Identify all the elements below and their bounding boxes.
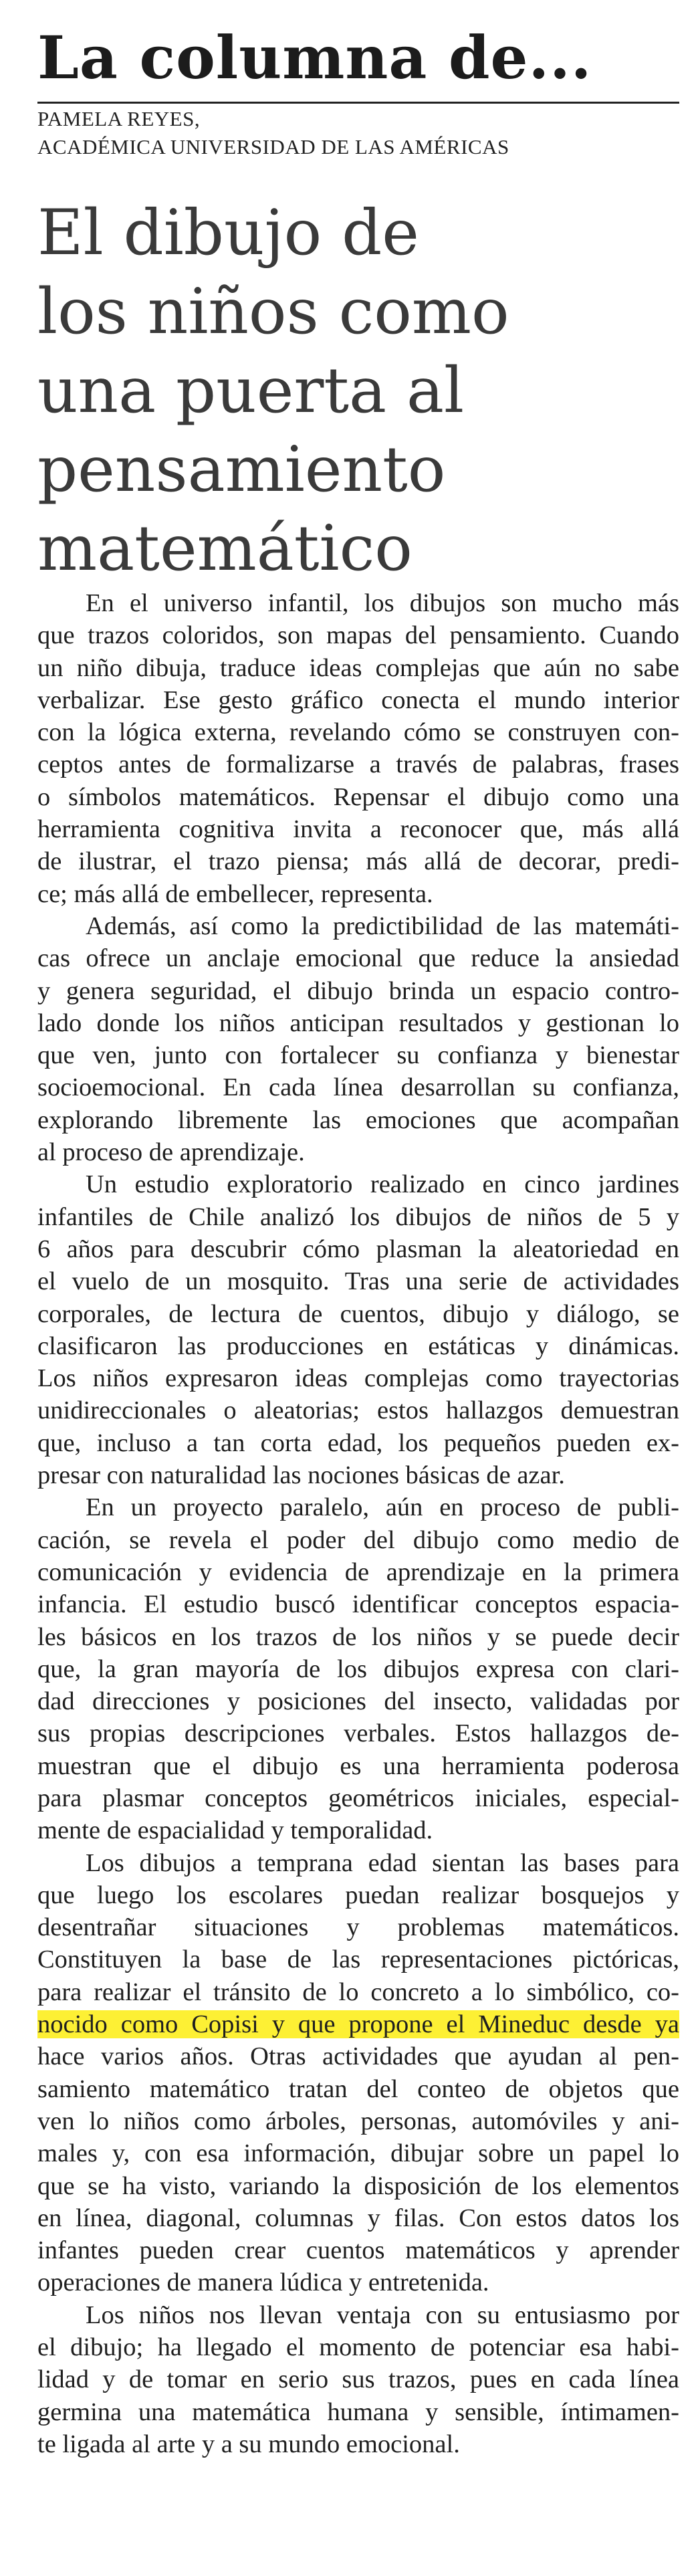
author-affiliation: ACADÉMICA UNIVERSIDAD DE LAS AMÉRICAS [37, 135, 509, 158]
headline-line: los niños como [37, 276, 509, 348]
header-rule [37, 102, 679, 104]
text-line: que, la gran mayoría de los dibujos expresa con clari- [37, 1654, 679, 1683]
text-line: cación, se revela el poder del dibujo como medio de [37, 1525, 679, 1554]
text-line: un niño dibuja, traduce ideas complejas que aún no sabe [37, 653, 679, 682]
text-line: que se ha visto, variando la disposición de los elementos [37, 2171, 679, 2200]
text-line: infantiles de Chile analizó los dibujos de niños de 5 y [37, 1202, 679, 1231]
headline-line: matemático [37, 512, 413, 585]
text-line: 6 años para descubrir cómo plasman la aleatoriedad en [37, 1235, 679, 1263]
headline-line: pensamiento [37, 433, 446, 506]
text-line: Los dibujos a temprana edad sientan las bases para [86, 1848, 679, 1877]
text-line: Un estudio exploratorio realizado en cinco jardines [86, 1170, 679, 1199]
article-headline [37, 194, 679, 588]
text-line: mente de espacialidad y temporalidad. [37, 1816, 433, 1845]
text-line: clasificaron las producciones en estáticas y dinámicas. [37, 1331, 679, 1360]
text-line: lidad y de tomar en serio sus trazos, pues en cada línea [37, 2365, 679, 2394]
text-line: corporales, de lectura de cuentos, dibujo y diálogo, se [37, 1299, 679, 1328]
text-line: el dibujo; ha llegado el momento de potenciar esa habi- [37, 2333, 679, 2362]
text-line: muestran que el dibujo es una herramienta poderosa [37, 1751, 679, 1780]
text-line: infancia. El estudio buscó identificar conceptos espacia- [37, 1590, 679, 1619]
text-line: sus propias descripciones verbales. Estos hallazgos de- [37, 1719, 679, 1748]
paragraph-3 [37, 1168, 679, 1491]
article-body [37, 587, 679, 2460]
text-line: samiento matemático tratan del conteo de objetos que [37, 2074, 679, 2103]
text-line: verbalizar. Ese gesto gráfico conecta el mundo interior [37, 685, 679, 714]
text-line: Constituyen la base de las representaciones pictóricas, [37, 1945, 679, 1974]
text-line: hace varios años. Otras actividades que ayudan al pen- [37, 2042, 679, 2071]
text-line: y genera seguridad, el dibujo brinda un espacio contro- [37, 976, 679, 1005]
text-line: desentrañar situaciones y problemas matemáticos. [37, 1913, 679, 1942]
text-line: ceptos antes de formalizarse a través de palabras, frases [37, 750, 679, 779]
text-line: unidireccionales o aleatorias; estos hallazgos demuestran [37, 1396, 679, 1425]
text-line: socioemocional. En cada línea desarrollan su confianza, [37, 1073, 679, 1102]
text-line: para realizar el tránsito de lo concreto a lo simbólico, co- [37, 1977, 679, 2006]
text-line: germina una matemática humana y sensible, íntimamen- [37, 2397, 679, 2426]
text-line: cas ofrece un anclaje emocional que reduce la ansiedad [37, 944, 679, 973]
text-line: males y, con esa información, dibujar sobre un papel lo [37, 2139, 679, 2168]
text-line: explorando libremente las emociones que acompañan [37, 1105, 679, 1134]
text-line: que luego los escolares puedan realizar bosquejos y [37, 1881, 679, 1909]
highlighted-text: nocido como Copisi y que propone el Mineduc desde ya [37, 2010, 679, 2039]
text-line: Los niños expresaron ideas complejas como trayectorias [37, 1364, 679, 1393]
text-line: que trazos coloridos, son mapas del pensamiento. Cuando [37, 621, 679, 650]
text-line: comunicación y evidencia de aprendizaje en la primera [37, 1558, 679, 1586]
text-line: ven lo niños como árboles, personas, automóviles y ani- [37, 2107, 679, 2135]
text-line: ce; más allá de embellecer, representa. [37, 879, 433, 908]
paragraph-6 [37, 2299, 679, 2460]
text-line: les básicos en los trazos de los niños y se puede decir [37, 1622, 679, 1651]
paragraph-1 [37, 587, 679, 910]
text-line: lado donde los niños anticipan resultados y gestionan lo [37, 1008, 679, 1037]
text-line: Además, así como la predictibilidad de las matemáti- [86, 911, 679, 940]
text-line: que, incluso a tan corta edad, los pequeños pueden ex- [37, 1428, 679, 1457]
text-line: que ven, junto con fortalecer su confianza y bienestar [37, 1041, 679, 1070]
text-line: herramienta cognitiva invita a reconocer que, más allá [37, 815, 679, 844]
text-line: de ilustrar, el trazo piensa; más allá de decorar, predi- [37, 847, 679, 876]
text-line: con la lógica externa, revelando cómo se construyen con- [37, 718, 679, 747]
column-kicker: La columna de... [37, 23, 592, 92]
text-line: dad direcciones y posiciones del insecto, validadas por [37, 1687, 679, 1716]
text-line: operaciones de manera lúdica y entretenida. [37, 2268, 489, 2297]
paragraph-2 [37, 910, 679, 1168]
text-line: En un proyecto paralelo, aún en proceso de publi- [86, 1493, 679, 1522]
text-line: para plasmar conceptos geométricos iniciales, especial- [37, 1784, 679, 1812]
text-line: te ligada al arte y a su mundo emocional. [37, 2430, 460, 2458]
text-line: el vuelo de un mosquito. Tras una serie de actividades [37, 1267, 679, 1296]
text-line: presar con naturalidad las nociones básicas de azar. [37, 1461, 565, 1490]
paragraph-5 [37, 1847, 679, 2299]
text-line: Los niños nos llevan ventaja con su entusiasmo por [86, 2300, 679, 2329]
text-line: En el universo infantil, los dibujos son mucho más [86, 589, 679, 617]
headline-line: una puerta al [37, 354, 465, 427]
text-line: infantes pueden crear cuentos matemáticos y aprender [37, 2236, 679, 2265]
text-line: o símbolos matemáticos. Repensar el dibujo como una [37, 782, 679, 811]
column-header [37, 24, 679, 160]
paragraph-4 [37, 1491, 679, 1846]
author-name: PAMELA REYES, [37, 107, 201, 130]
text-line: al proceso de aprendizaje. [37, 1138, 305, 1167]
text-line: en línea, diagonal, columnas y filas. Con estos datos los [37, 2204, 679, 2232]
headline-line: El dibujo de [37, 197, 419, 270]
text-line-highlighted [37, 2008, 679, 2040]
